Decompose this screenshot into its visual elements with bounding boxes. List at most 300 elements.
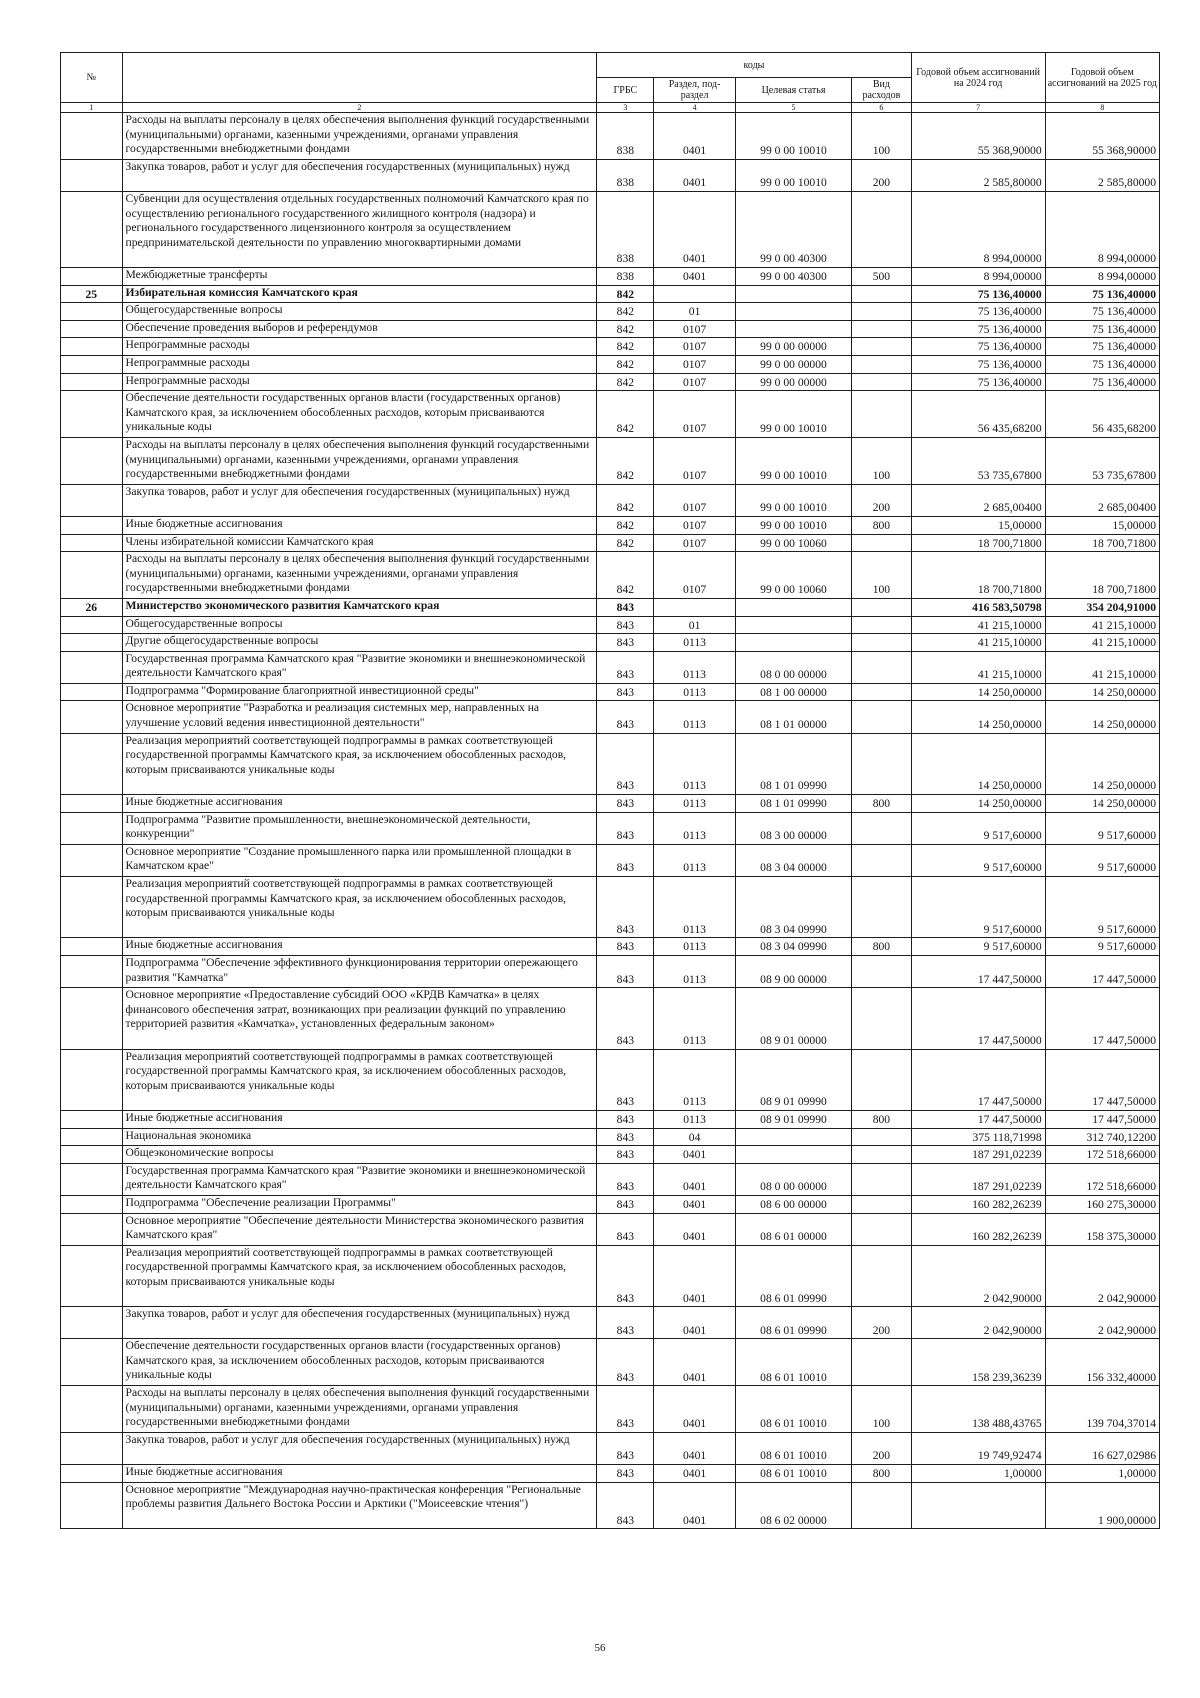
row-name: Реализация мероприятий соответствующей подпрограммы в рамках соответствующей государственной программы Камчатского края, за исключением обособленных расходов, которым присваиваются уникальные коды	[122, 877, 597, 938]
table-row	[61, 484, 1160, 516]
row-razdel: 0113	[654, 938, 735, 956]
table-row	[61, 1128, 1160, 1146]
row-target: 08 3 00 00000	[735, 812, 851, 844]
table-row	[61, 616, 1160, 634]
row-vid	[852, 701, 911, 733]
header-grbs: ГРБС	[597, 78, 654, 103]
row-target: 08 6 01 09990	[735, 1307, 851, 1339]
table-row	[61, 651, 1160, 683]
row-razdel: 0107	[654, 552, 735, 599]
row-name: Основное мероприятие "Международная научно-практическая конференция "Региональные проблемы развития Дальнего Востока России и Арктики ("Моисеевские чтения")	[122, 1482, 597, 1529]
row-vid: 100	[852, 113, 911, 160]
row-grbs: 842	[597, 552, 654, 599]
row-grbs: 843	[597, 795, 654, 813]
row-name: Подпрограмма "Развитие промышленности, внешнеэкономической деятельности, конкуренции"	[122, 812, 597, 844]
table-row	[61, 844, 1160, 876]
row-name: Государственная программа Камчатского края "Развитие экономики и внешнеэкономической деятельности Камчатского края"	[122, 651, 597, 683]
budget-table	[60, 52, 1160, 1529]
row-target: 99 0 00 10010	[735, 159, 851, 191]
row-vid: 100	[852, 552, 911, 599]
row-target: 08 9 01 09990	[735, 1110, 851, 1128]
row-target	[735, 320, 851, 338]
row-amount-2025: 14 250,00000	[1045, 701, 1159, 733]
row-razdel	[654, 598, 735, 616]
row-razdel: 0107	[654, 355, 735, 373]
row-number	[61, 1432, 123, 1464]
row-grbs: 838	[597, 113, 654, 160]
row-target: 99 0 00 10010	[735, 484, 851, 516]
table-row	[61, 988, 1160, 1049]
row-target: 08 6 00 00000	[735, 1195, 851, 1213]
row-amount-2024: 8 994,00000	[911, 191, 1045, 267]
row-number	[61, 1307, 123, 1339]
row-name: Обеспечение проведения выборов и референдумов	[122, 320, 597, 338]
row-razdel: 0401	[654, 1432, 735, 1464]
row-amount-2025: 17 447,50000	[1045, 1049, 1159, 1110]
header-index: 6	[852, 103, 911, 113]
row-vid	[852, 733, 911, 794]
table-row	[61, 303, 1160, 321]
row-vid	[852, 534, 911, 552]
row-vid	[852, 1213, 911, 1245]
row-grbs: 843	[597, 733, 654, 794]
table-row	[61, 338, 1160, 356]
row-name: Непрограммные расходы	[122, 355, 597, 373]
row-target: 99 0 00 10010	[735, 516, 851, 534]
row-grbs: 843	[597, 1307, 654, 1339]
row-name: Национальная экономика	[122, 1128, 597, 1146]
row-grbs: 842	[597, 391, 654, 438]
row-target: 99 0 00 40300	[735, 267, 851, 285]
row-razdel: 0113	[654, 988, 735, 1049]
row-amount-2025: 41 215,10000	[1045, 651, 1159, 683]
row-grbs: 843	[597, 1339, 654, 1386]
row-amount-2024: 53 735,67800	[911, 437, 1045, 484]
row-name: Закупка товаров, работ и услуг для обеспечения государственных (муниципальных) нужд	[122, 1432, 597, 1464]
row-number: 25	[61, 285, 123, 303]
row-grbs: 842	[597, 484, 654, 516]
row-number	[61, 355, 123, 373]
table-row	[61, 812, 1160, 844]
row-grbs: 843	[597, 598, 654, 616]
row-razdel: 0401	[654, 1163, 735, 1195]
row-grbs: 842	[597, 338, 654, 356]
table-row	[61, 598, 1160, 616]
row-razdel: 0113	[654, 844, 735, 876]
row-amount-2024: 14 250,00000	[911, 733, 1045, 794]
row-grbs: 843	[597, 877, 654, 938]
row-amount-2024: 2 042,90000	[911, 1307, 1045, 1339]
row-razdel: 0107	[654, 437, 735, 484]
row-number	[61, 938, 123, 956]
row-grbs: 838	[597, 267, 654, 285]
row-razdel: 0113	[654, 683, 735, 701]
row-name: Расходы на выплаты персоналу в целях обеспечения выполнения функций государственными (муниципальными) органами, казенными учреждениями, органами управления государственными внебюджетными фондами	[122, 113, 597, 160]
header-index: 8	[1045, 103, 1159, 113]
row-amount-2024: 75 136,40000	[911, 320, 1045, 338]
row-amount-2024: 375 118,71998	[911, 1128, 1045, 1146]
row-grbs: 842	[597, 355, 654, 373]
row-amount-2024: 75 136,40000	[911, 303, 1045, 321]
table-row	[61, 683, 1160, 701]
row-amount-2024: 41 215,10000	[911, 651, 1045, 683]
row-number	[61, 956, 123, 988]
table-row	[61, 534, 1160, 552]
row-target: 08 6 01 10010	[735, 1432, 851, 1464]
row-number	[61, 877, 123, 938]
header-target: Целевая статья	[735, 78, 851, 103]
row-amount-2024: 2 685,00400	[911, 484, 1045, 516]
row-name: Межбюджетные трансферты	[122, 267, 597, 285]
row-grbs: 843	[597, 1049, 654, 1110]
row-number	[61, 701, 123, 733]
row-number	[61, 373, 123, 391]
row-amount-2025: 14 250,00000	[1045, 683, 1159, 701]
row-number	[61, 437, 123, 484]
row-amount-2025: 56 435,68200	[1045, 391, 1159, 438]
row-amount-2025: 53 735,67800	[1045, 437, 1159, 484]
row-vid	[852, 320, 911, 338]
row-grbs: 843	[597, 844, 654, 876]
table-row	[61, 355, 1160, 373]
row-amount-2025: 139 704,37014	[1045, 1386, 1159, 1433]
row-name: Подпрограмма "Обеспечение эффективного функционирования территории опережающего развития "Камчатка"	[122, 956, 597, 988]
row-name: Основное мероприятие "Разработка и реализация системных мер, направленных на улучшение условий ведения инвестиционной деятельности"	[122, 701, 597, 733]
row-vid	[852, 1245, 911, 1306]
row-name: Иные бюджетные ассигнования	[122, 938, 597, 956]
row-amount-2024: 138 488,43765	[911, 1386, 1045, 1433]
row-vid	[852, 338, 911, 356]
row-amount-2025: 17 447,50000	[1045, 988, 1159, 1049]
row-name: Субвенции для осуществления отдельных государственных полномочий Камчатского края по осуществлению регионального государственного жилищного контроля (надзора) и регионального государственного лицензионного контроля за осуществлением предпринимательской деятельности по управлению многоквартирными домами	[122, 191, 597, 267]
row-target	[735, 285, 851, 303]
row-amount-2024: 17 447,50000	[911, 956, 1045, 988]
row-razdel: 0113	[654, 795, 735, 813]
row-razdel: 0113	[654, 733, 735, 794]
row-vid: 100	[852, 1386, 911, 1433]
row-name: Непрограммные расходы	[122, 338, 597, 356]
row-vid	[852, 616, 911, 634]
row-amount-2025: 14 250,00000	[1045, 795, 1159, 813]
row-razdel: 0401	[654, 1213, 735, 1245]
row-grbs: 843	[597, 1245, 654, 1306]
table-row	[61, 1195, 1160, 1213]
row-amount-2024: 9 517,60000	[911, 812, 1045, 844]
row-amount-2024: 17 447,50000	[911, 1049, 1045, 1110]
row-vid	[852, 1146, 911, 1164]
row-target: 99 0 00 00000	[735, 338, 851, 356]
row-number	[61, 634, 123, 652]
table-row	[61, 1465, 1160, 1483]
table-body	[61, 113, 1160, 1529]
row-amount-2025: 172 518,66000	[1045, 1163, 1159, 1195]
row-vid	[852, 877, 911, 938]
row-grbs: 843	[597, 616, 654, 634]
row-number	[61, 113, 123, 160]
row-amount-2024: 55 368,90000	[911, 113, 1045, 160]
header-index: 4	[654, 103, 735, 113]
row-razdel: 0113	[654, 701, 735, 733]
row-name: Обеспечение деятельности государственных органов власти (государственных органов) Камчатского края, за исключением обособленных расходов, которым присваиваются уникальные коды	[122, 1339, 597, 1386]
table-row	[61, 552, 1160, 599]
row-number	[61, 484, 123, 516]
row-vid	[852, 634, 911, 652]
row-grbs: 842	[597, 516, 654, 534]
row-razdel: 0113	[654, 956, 735, 988]
row-grbs: 843	[597, 634, 654, 652]
row-number: 26	[61, 598, 123, 616]
row-amount-2025: 16 627,02986	[1045, 1432, 1159, 1464]
row-vid	[852, 988, 911, 1049]
row-vid: 200	[852, 484, 911, 516]
row-razdel: 04	[654, 1128, 735, 1146]
row-razdel: 0107	[654, 516, 735, 534]
row-amount-2025: 18 700,71800	[1045, 534, 1159, 552]
header-index: 7	[911, 103, 1045, 113]
row-name: Иные бюджетные ассигнования	[122, 516, 597, 534]
row-amount-2025: 75 136,40000	[1045, 355, 1159, 373]
row-target: 08 6 01 10010	[735, 1465, 851, 1483]
row-amount-2025: 156 332,40000	[1045, 1339, 1159, 1386]
row-amount-2025: 2 585,80000	[1045, 159, 1159, 191]
row-vid	[852, 598, 911, 616]
row-grbs: 843	[597, 1386, 654, 1433]
row-name: Реализация мероприятий соответствующей подпрограммы в рамках соответствующей государственной программы Камчатского края, за исключением обособленных расходов, которым присваиваются уникальные коды	[122, 733, 597, 794]
table-row	[61, 956, 1160, 988]
row-razdel: 0113	[654, 634, 735, 652]
row-target: 08 9 01 09990	[735, 1049, 851, 1110]
header-num: №	[61, 53, 123, 103]
row-grbs: 842	[597, 285, 654, 303]
row-grbs: 843	[597, 1146, 654, 1164]
row-amount-2024: 18 700,71800	[911, 552, 1045, 599]
header-index: 2	[122, 103, 597, 113]
row-vid: 800	[852, 516, 911, 534]
row-grbs: 842	[597, 320, 654, 338]
row-razdel: 0113	[654, 651, 735, 683]
row-number	[61, 320, 123, 338]
table-row	[61, 1482, 1160, 1529]
row-name: Расходы на выплаты персоналу в целях обеспечения выполнения функций государственными (муниципальными) органами, казенными учреждениями, органами управления государственными внебюджетными фондами	[122, 437, 597, 484]
row-number	[61, 1146, 123, 1164]
row-amount-2025: 354 204,91000	[1045, 598, 1159, 616]
row-target: 08 1 00 00000	[735, 683, 851, 701]
row-razdel: 0113	[654, 812, 735, 844]
table-row	[61, 320, 1160, 338]
row-razdel: 0401	[654, 1195, 735, 1213]
row-vid: 500	[852, 267, 911, 285]
row-amount-2024: 75 136,40000	[911, 338, 1045, 356]
row-vid	[852, 373, 911, 391]
table-row	[61, 437, 1160, 484]
row-name: Непрограммные расходы	[122, 373, 597, 391]
row-razdel: 0401	[654, 1465, 735, 1483]
row-number	[61, 1110, 123, 1128]
row-amount-2024: 14 250,00000	[911, 701, 1045, 733]
row-amount-2024: 14 250,00000	[911, 683, 1045, 701]
row-grbs: 843	[597, 1110, 654, 1128]
row-target: 99 0 00 10060	[735, 534, 851, 552]
row-grbs: 843	[597, 956, 654, 988]
row-number	[61, 1245, 123, 1306]
table-row	[61, 1386, 1160, 1433]
row-razdel: 0107	[654, 373, 735, 391]
row-number	[61, 1482, 123, 1529]
row-vid: 800	[852, 938, 911, 956]
row-amount-2025: 41 215,10000	[1045, 616, 1159, 634]
row-razdel: 0107	[654, 320, 735, 338]
row-amount-2025: 2 042,90000	[1045, 1245, 1159, 1306]
row-name: Подпрограмма "Обеспечение реализации Программы"	[122, 1195, 597, 1213]
table-row	[61, 634, 1160, 652]
row-grbs: 838	[597, 191, 654, 267]
row-name: Избирательная комиссия Камчатского края	[122, 285, 597, 303]
row-name: Основное мероприятие "Создание промышленного парка или промышленной площадки в Камчатском крае"	[122, 844, 597, 876]
row-name: Закупка товаров, работ и услуг для обеспечения государственных (муниципальных) нужд	[122, 159, 597, 191]
table-row	[61, 795, 1160, 813]
table-row	[61, 1146, 1160, 1164]
table-row	[61, 1110, 1160, 1128]
row-vid: 800	[852, 1465, 911, 1483]
row-number	[61, 812, 123, 844]
row-target: 99 0 00 10010	[735, 113, 851, 160]
row-amount-2025: 1 900,00000	[1045, 1482, 1159, 1529]
row-vid	[852, 355, 911, 373]
row-vid	[852, 1128, 911, 1146]
row-amount-2025: 9 517,60000	[1045, 877, 1159, 938]
row-target	[735, 303, 851, 321]
row-name: Общеэкономические вопросы	[122, 1146, 597, 1164]
row-amount-2024: 187 291,02239	[911, 1146, 1045, 1164]
row-number	[61, 159, 123, 191]
row-amount-2025: 2 042,90000	[1045, 1307, 1159, 1339]
row-target: 08 9 01 00000	[735, 988, 851, 1049]
table-row	[61, 373, 1160, 391]
row-grbs: 842	[597, 534, 654, 552]
row-vid: 800	[852, 795, 911, 813]
row-number	[61, 338, 123, 356]
row-grbs: 842	[597, 373, 654, 391]
row-number	[61, 1163, 123, 1195]
row-target	[735, 1146, 851, 1164]
row-grbs: 838	[597, 159, 654, 191]
row-name: Общегосударственные вопросы	[122, 303, 597, 321]
row-grbs: 843	[597, 683, 654, 701]
row-vid	[852, 683, 911, 701]
row-number	[61, 534, 123, 552]
table-header	[61, 53, 1160, 113]
row-razdel: 01	[654, 303, 735, 321]
row-grbs: 843	[597, 651, 654, 683]
table-row	[61, 701, 1160, 733]
row-razdel: 0107	[654, 534, 735, 552]
row-vid	[852, 956, 911, 988]
row-name: Закупка товаров, работ и услуг для обеспечения государственных (муниципальных) нужд	[122, 1307, 597, 1339]
row-target: 08 3 04 09990	[735, 938, 851, 956]
row-number	[61, 1213, 123, 1245]
row-target: 08 0 00 00000	[735, 651, 851, 683]
row-name: Другие общегосударственные вопросы	[122, 634, 597, 652]
row-razdel: 0401	[654, 1339, 735, 1386]
row-target: 08 1 01 09990	[735, 795, 851, 813]
row-amount-2024: 8 994,00000	[911, 267, 1045, 285]
table-row	[61, 1432, 1160, 1464]
table-row	[61, 391, 1160, 438]
row-amount-2025: 312 740,12200	[1045, 1128, 1159, 1146]
row-razdel: 01	[654, 616, 735, 634]
row-vid	[852, 651, 911, 683]
row-vid: 100	[852, 437, 911, 484]
row-vid	[852, 1195, 911, 1213]
header-index: 3	[597, 103, 654, 113]
row-grbs: 842	[597, 303, 654, 321]
row-amount-2024: 2 585,80000	[911, 159, 1045, 191]
row-number	[61, 795, 123, 813]
row-amount-2025: 9 517,60000	[1045, 844, 1159, 876]
row-number	[61, 516, 123, 534]
row-name: Иные бюджетные ассигнования	[122, 1110, 597, 1128]
row-amount-2024: 9 517,60000	[911, 844, 1045, 876]
row-amount-2025: 14 250,00000	[1045, 733, 1159, 794]
table-row	[61, 516, 1160, 534]
row-number	[61, 1339, 123, 1386]
row-vid	[852, 391, 911, 438]
row-vid	[852, 303, 911, 321]
row-razdel: 0113	[654, 1049, 735, 1110]
row-number	[61, 1465, 123, 1483]
row-amount-2025: 158 375,30000	[1045, 1213, 1159, 1245]
row-amount-2025: 75 136,40000	[1045, 320, 1159, 338]
row-amount-2024	[911, 1482, 1045, 1529]
row-number	[61, 1195, 123, 1213]
row-razdel: 0107	[654, 484, 735, 516]
row-razdel: 0113	[654, 1110, 735, 1128]
header-name	[122, 53, 597, 103]
row-amount-2025: 75 136,40000	[1045, 338, 1159, 356]
row-amount-2025: 160 275,30000	[1045, 1195, 1159, 1213]
row-amount-2025: 75 136,40000	[1045, 285, 1159, 303]
row-amount-2024: 75 136,40000	[911, 373, 1045, 391]
row-amount-2025: 55 368,90000	[1045, 113, 1159, 160]
row-name: Государственная программа Камчатского края "Развитие экономики и внешнеэкономической деятельности Камчатского края"	[122, 1163, 597, 1195]
row-amount-2025: 8 994,00000	[1045, 267, 1159, 285]
row-amount-2024: 41 215,10000	[911, 616, 1045, 634]
row-target: 08 3 04 00000	[735, 844, 851, 876]
row-target: 99 0 00 00000	[735, 355, 851, 373]
row-amount-2024: 15,00000	[911, 516, 1045, 534]
row-grbs: 843	[597, 1213, 654, 1245]
row-amount-2024: 17 447,50000	[911, 1110, 1045, 1128]
row-target: 08 9 00 00000	[735, 956, 851, 988]
row-amount-2025: 9 517,60000	[1045, 812, 1159, 844]
row-razdel: 0401	[654, 1146, 735, 1164]
header-vid: Вид расходов	[852, 78, 911, 103]
row-name: Реализация мероприятий соответствующей подпрограммы в рамках соответствующей государственной программы Камчатского края, за исключением обособленных расходов, которым присваиваются уникальные коды	[122, 1245, 597, 1306]
row-amount-2024: 18 700,71800	[911, 534, 1045, 552]
row-number	[61, 191, 123, 267]
row-name: Иные бюджетные ассигнования	[122, 1465, 597, 1483]
row-target: 08 1 01 00000	[735, 701, 851, 733]
table-row	[61, 1213, 1160, 1245]
row-amount-2025: 15,00000	[1045, 516, 1159, 534]
row-amount-2024: 1,00000	[911, 1465, 1045, 1483]
row-target: 08 1 01 09990	[735, 733, 851, 794]
header-index: 5	[735, 103, 851, 113]
row-razdel	[654, 285, 735, 303]
row-number	[61, 1386, 123, 1433]
row-grbs: 843	[597, 812, 654, 844]
row-grbs: 843	[597, 1163, 654, 1195]
